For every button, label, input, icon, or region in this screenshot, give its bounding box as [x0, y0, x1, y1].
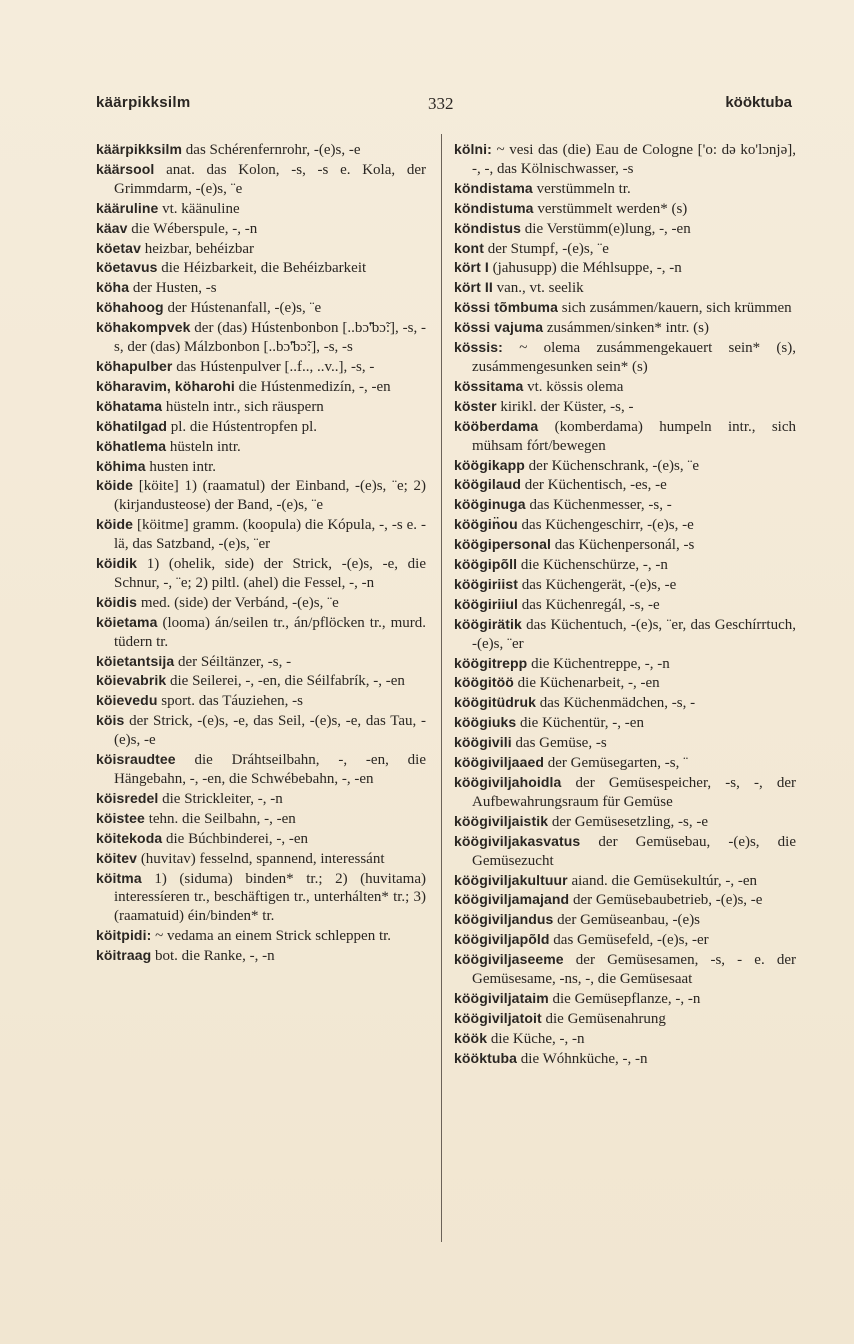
- entry-headword: köögiviljamajand: [454, 891, 570, 908]
- entry-definition: der Stumpf, -(e)s, ¨e: [483, 240, 609, 257]
- entry-headword: köögitöö: [454, 674, 514, 691]
- entry-headword: köögiviljakasvatus: [454, 832, 581, 849]
- entry-definition: sich zusámmen/kauern, sich krümmen: [558, 300, 792, 317]
- entry-definition: die Küchenschürze, -, -n: [517, 557, 668, 574]
- dictionary-entry: [96, 417, 426, 437]
- entry-headword: käärsool: [96, 160, 155, 177]
- entry-definition: ~ olema zusámmengekauert sein* (s), zusámmengesunken sein* (s): [472, 340, 796, 375]
- dictionary-entry: [454, 555, 796, 575]
- entry-definition: das Küchenregál, -s, -e: [518, 596, 660, 613]
- dictionary-entry: [96, 829, 426, 849]
- dictionary-entry: [96, 239, 426, 259]
- dictionary-entry: [96, 377, 426, 397]
- entry-headword: köitpidi:: [96, 927, 152, 944]
- entry-definition: (jahusupp) die Méhlsuppe, -, -n: [488, 260, 682, 277]
- entry-definition: zusámmen/sinken* intr. (s): [543, 320, 709, 337]
- entry-headword: köhapulber: [96, 357, 173, 374]
- dictionary-entry: [96, 652, 426, 672]
- left-column: [96, 140, 426, 966]
- dictionary-entry: [96, 476, 426, 515]
- column-divider: [441, 134, 442, 1242]
- entry-definition: sport. das Táuziehen, -s: [157, 693, 304, 710]
- dictionary-entry: [96, 593, 426, 613]
- entry-definition: (looma) án/seilen tr., án/pflöcken tr., murd. tüdern tr.: [114, 614, 426, 650]
- entry-headword: köögikapp: [454, 456, 525, 473]
- entry-headword: köhatama: [96, 397, 163, 414]
- dictionary-entry: [454, 258, 796, 278]
- page-header: [96, 94, 814, 116]
- entry-headword: kääruline: [96, 199, 159, 216]
- entry-headword: käärpikksilm: [96, 141, 183, 157]
- entry-definition: das Küchenmädchen, -s, -: [535, 695, 696, 712]
- entry-headword: köster: [454, 397, 497, 414]
- entry-headword: kööginuga: [454, 496, 526, 513]
- entry-definition: der Strick, -(e)s, -e, das Seil, -(e)s, -e, das Tau, -(e)s, -e: [114, 713, 426, 749]
- entry-headword: köetav: [96, 239, 141, 256]
- entry-headword: köögiviljatoit: [454, 1009, 542, 1026]
- entry-headword: köögiriist: [454, 575, 519, 592]
- dictionary-entry: [96, 278, 426, 298]
- entry-definition: die Küchentür, -, -en: [516, 715, 644, 732]
- entry-headword: köidik: [96, 555, 138, 572]
- entry-headword: kört I: [454, 259, 489, 276]
- entry-definition: der Küchenschrank, -(e)s, ¨e: [524, 457, 700, 474]
- entry-headword: köha: [96, 279, 130, 296]
- entry-definition: die Küchenarbeit, -, -en: [513, 675, 660, 692]
- entry-headword: kössitama: [454, 377, 524, 394]
- dictionary-entry: [454, 475, 796, 495]
- entry-definition: 1) (ohelik, side) der Strick, -(e)s, -e, die Schnur, -, ¨e; 2) piltl. (ahel) die Fessel, -, -n: [114, 556, 426, 591]
- entry-headword: köögiviljataim: [454, 989, 549, 1006]
- dictionary-entry: [454, 495, 796, 515]
- entry-definition: [köite] 1) (raamatul) der Einband, -(e)s, ¨e; 2) (kirjandusteose) der Band, -(e)s, ¨e: [114, 478, 426, 514]
- entry-headword: köis: [96, 712, 125, 729]
- dictionary-entry: [96, 789, 426, 809]
- entry-definition: hüsteln intr., sich räuspern: [162, 398, 324, 415]
- header-first-headword: käärpikksilm: [96, 94, 191, 111]
- entry-definition: der (das) Hústenbonbon [..bɔ̃'bɔ̃:], -s, -s, der (das) Málzbonbon [..bɔ̃'bɔ̃:], -s, -s: [114, 320, 426, 356]
- dictionary-entry: [96, 457, 426, 477]
- entry-definition: die Héizbarkeit, die Behéizbarkeit: [157, 260, 367, 277]
- dictionary-entry: [454, 950, 796, 989]
- entry-headword: köögiuks: [454, 714, 517, 731]
- dictionary-entry: [454, 812, 796, 832]
- dictionary-entry: [96, 691, 426, 711]
- entry-headword: köögitrepp: [454, 654, 528, 671]
- dictionary-entry: [454, 179, 796, 199]
- dictionary-entry: [454, 713, 796, 733]
- entry-definition: die Búchbinderei, -, -en: [162, 830, 309, 847]
- dictionary-entry: [454, 693, 796, 713]
- entry-headword: köögilaud: [454, 476, 522, 493]
- entry-headword: köhatlema: [96, 437, 167, 454]
- dictionary-entry: [96, 554, 426, 593]
- entry-headword: köitev: [96, 849, 138, 866]
- entry-definition: van., vt. seelik: [492, 280, 584, 297]
- entry-definition: vt. käänuline: [158, 200, 240, 217]
- entry-headword: kööktuba: [454, 1049, 518, 1066]
- entry-definition: die Gemüsepflanze, -, -n: [548, 990, 701, 1007]
- entry-headword: köhakompvek: [96, 319, 191, 336]
- dictionary-entry: [96, 711, 426, 750]
- dictionary-entry: [454, 890, 796, 910]
- entry-headword: köisredel: [96, 789, 159, 806]
- page-number: 332: [428, 94, 454, 113]
- dictionary-entry: [96, 357, 426, 377]
- entry-headword: köhima: [96, 457, 146, 474]
- entry-headword: köide: [96, 516, 134, 533]
- entry-definition: der Gemüsespeicher, -s, -, der Aufbewahrungsraum für Gemüse: [472, 775, 796, 810]
- entry-definition: anat. das Kolon, -s, -s e. Kola, der Grimmdarm, -(e)s, ¨e: [114, 161, 426, 197]
- entry-headword: köitekoda: [96, 829, 163, 846]
- entry-headword: köögiviljaaed: [454, 754, 544, 771]
- entry-headword: köhahoog: [96, 299, 164, 316]
- dictionary-entry: [96, 671, 426, 691]
- dictionary-entry: [454, 575, 796, 595]
- entry-headword: köievabrik: [96, 672, 167, 689]
- entry-definition: aiand. die Gemüsekultúr, -, -en: [567, 872, 758, 889]
- dictionary-entry: [96, 258, 426, 278]
- entry-definition: der Küchentisch, -es, -e: [521, 477, 667, 494]
- entry-headword: köitraag: [96, 947, 152, 964]
- entry-definition: (huvitav) fesselnd, spannend, interessánt: [137, 850, 385, 867]
- entry-definition: ~ vedama an einem Strick schleppen tr.: [151, 928, 392, 945]
- dictionary-entry: [96, 140, 426, 160]
- dictionary-entry: [96, 437, 426, 457]
- entry-definition: der Gemüseanbau, -(e)s: [553, 912, 701, 929]
- entry-definition: kirikl. der Küster, -s, -: [496, 398, 634, 415]
- dictionary-entry: [454, 199, 796, 219]
- entry-headword: köisraudtee: [96, 751, 176, 768]
- entry-definition: das Gemüse, -s: [511, 735, 607, 752]
- entry-definition: der Gemüsegarten, -s, ¨: [544, 755, 689, 772]
- entry-definition: die Wóhnküche, -, -n: [517, 1050, 648, 1067]
- dictionary-entry: [454, 219, 796, 239]
- dictionary-entry: [454, 456, 796, 476]
- entry-headword: köögiviljaistik: [454, 812, 549, 829]
- dictionary-entry: [96, 926, 426, 946]
- entry-definition: das Küchenpersonál, -s: [550, 537, 695, 554]
- entry-definition: das Hústenpulver [..f.., ..v..], -s, -: [172, 358, 375, 375]
- entry-headword: köök: [454, 1029, 488, 1046]
- dictionary-entry: [454, 1009, 796, 1029]
- entry-headword: köögirätik: [454, 615, 522, 632]
- entry-definition: vt. kössis olema: [523, 378, 624, 395]
- entry-headword: köögivili: [454, 734, 512, 751]
- entry-headword: köndistama: [454, 179, 533, 196]
- dictionary-entry: [454, 615, 796, 654]
- entry-headword: köetavus: [96, 259, 158, 276]
- entry-headword: köietama: [96, 613, 158, 630]
- dictionary-entry: [454, 673, 796, 693]
- entry-headword: köitma: [96, 869, 142, 886]
- entry-definition: med. (side) der Verbánd, -(e)s, ¨e: [137, 594, 339, 611]
- entry-definition: (komberdama) humpeln intr., sich mühsam fórt/bewegen: [472, 418, 796, 454]
- entry-headword: kööberdama: [454, 417, 539, 434]
- entry-definition: [köitme] gramm. (koopula) die Kópula, -, -s e. -lä, das Satzband, -(e)s, ¨er: [114, 517, 426, 553]
- entry-definition: die Küchentreppe, -, -n: [527, 655, 670, 672]
- header-last-headword: kööktuba: [725, 94, 792, 111]
- entry-headword: kölni:: [454, 141, 492, 157]
- entry-headword: köharavim, köharohi: [96, 377, 235, 394]
- dictionary-entry: [454, 753, 796, 773]
- entry-headword: köögin̈ou: [454, 516, 518, 533]
- entry-definition: die Gemüsenahrung: [541, 1010, 666, 1027]
- entry-headword: kössis:: [454, 339, 503, 356]
- entry-headword: köögiviljandus: [454, 911, 554, 928]
- entry-definition: der Gemüsebau, -(e)s, die Gemüsezucht: [472, 833, 796, 869]
- entry-definition: das Gemüsefeld, -(e)s, -er: [549, 932, 709, 949]
- entry-definition: das Küchengeschirr, -(e)s, -e: [517, 517, 694, 534]
- entry-definition: ~ vesi das (die) Eau de Cologne ['o: də ko'lɔnjə], -, -, das Kölnischwasser, -s: [472, 142, 796, 177]
- entry-headword: kont: [454, 239, 484, 256]
- dictionary-entry: [454, 930, 796, 950]
- entry-headword: köögiviljahoidla: [454, 774, 562, 790]
- entry-headword: köögiviljaseeme: [454, 951, 564, 968]
- entry-headword: köögipersonal: [454, 536, 551, 553]
- entry-definition: der Hústenanfall, -(e)s, ¨e: [163, 300, 322, 317]
- entry-headword: köögipõll: [454, 556, 518, 573]
- entry-headword: köietantsija: [96, 652, 175, 669]
- right-column: [454, 140, 796, 1069]
- dictionary-entry: [96, 849, 426, 869]
- entry-headword: köögitüdruk: [454, 694, 536, 711]
- entry-definition: der Husten, -s: [129, 280, 217, 297]
- dictionary-entry: [96, 397, 426, 417]
- entry-definition: das Küchentuch, -(e)s, ¨er, das Geschírrtuch, -(e)s, ¨er: [472, 616, 796, 652]
- dictionary-entry: [454, 417, 796, 456]
- entry-definition: das Schérenfernrohr, -(e)s, -e: [182, 142, 361, 158]
- dictionary-entry: [96, 809, 426, 829]
- entry-definition: der Gemüsebaubetrieb, -(e)s, -e: [569, 892, 763, 909]
- dictionary-entry: [96, 199, 426, 219]
- entry-definition: die Strickleiter, -, -n: [158, 790, 283, 807]
- dictionary-entry: [454, 654, 796, 674]
- dictionary-entry: [454, 338, 796, 377]
- entry-definition: die Seilerei, -, -en, die Séilfabrík, -, -en: [166, 673, 405, 690]
- entry-headword: köide: [96, 477, 134, 494]
- dictionary-entry: [454, 989, 796, 1009]
- dictionary-entry: [454, 298, 796, 318]
- entry-definition: heizbar, behéizbar: [140, 240, 255, 257]
- entry-headword: köhatilgad: [96, 417, 168, 434]
- entry-definition: husten intr.: [145, 458, 217, 475]
- entry-definition: die Küche, -, -n: [487, 1030, 585, 1047]
- dictionary-entry: [454, 871, 796, 891]
- dictionary-entry: [454, 140, 796, 179]
- dictionary-entry: [454, 318, 796, 338]
- entry-headword: köögiviljakultuur: [454, 871, 568, 888]
- entry-definition: der Gemüsesamen, -s, - e. der Gemüsesame, -ns, -, die Gemüsesaat: [472, 952, 796, 988]
- entry-definition: das Küchenmesser, -s, -: [525, 497, 672, 514]
- entry-definition: der Gemüsesetzling, -s, -e: [548, 813, 709, 830]
- entry-headword: kössi vajuma: [454, 319, 544, 336]
- dictionary-entry: [454, 773, 796, 812]
- entry-definition: bot. die Ranke, -, -n: [151, 948, 275, 965]
- dictionary-entry: [96, 946, 426, 966]
- dictionary-entry: [454, 377, 796, 397]
- entry-definition: verstümmeln tr.: [532, 180, 631, 197]
- entry-definition: die Dráhtseilbahn, -, -en, die Hängebahn, -, -en, die Schwébebahn, -, -en: [114, 752, 426, 787]
- entry-headword: köögiriiul: [454, 595, 518, 612]
- dictionary-entry: [96, 298, 426, 318]
- entry-definition: verstümmelt werden* (s): [533, 200, 688, 217]
- dictionary-entry: [96, 219, 426, 239]
- dictionary-entry: [454, 535, 796, 555]
- dictionary-entry: [454, 239, 796, 259]
- entry-definition: das Küchengerät, -(e)s, -e: [518, 576, 677, 593]
- dictionary-entry: [96, 613, 426, 652]
- entry-headword: köidis: [96, 593, 138, 610]
- dictionary-entry: [454, 595, 796, 615]
- entry-definition: hüsteln intr.: [166, 438, 241, 455]
- entry-definition: die Verstümm(e)lung, -, -en: [521, 220, 691, 237]
- dictionary-entry: [454, 733, 796, 753]
- dictionary-entry: [454, 515, 796, 535]
- dictionary-entry: [96, 515, 426, 554]
- entry-definition: tehn. die Seilbahn, -, -en: [144, 810, 296, 827]
- dictionary-entry: [96, 869, 426, 927]
- dictionary-entry: [454, 1029, 796, 1049]
- dictionary-entry: [454, 910, 796, 930]
- entry-definition: der Séiltänzer, -s, -: [174, 653, 292, 670]
- entry-headword: käav: [96, 219, 128, 236]
- dictionary-entry: [96, 318, 426, 357]
- dictionary-entry: [454, 278, 796, 298]
- entry-definition: pl. die Hústentropfen pl.: [167, 418, 317, 435]
- entry-headword: köistee: [96, 809, 145, 826]
- dictionary-entry: [454, 1049, 796, 1069]
- dictionary-entry: [454, 397, 796, 417]
- entry-headword: köievedu: [96, 692, 158, 709]
- entry-headword: köndistus: [454, 219, 522, 236]
- entry-headword: köögiviljapõld: [454, 931, 550, 948]
- dictionary-entry: [454, 832, 796, 871]
- entry-definition: die Wéberspule, -, -n: [127, 220, 258, 237]
- entry-definition: die Hústenmedizín, -, -en: [234, 378, 391, 395]
- entry-headword: kössi tõmbuma: [454, 299, 558, 316]
- dictionary-entry: [96, 160, 426, 199]
- entry-definition: 1) (siduma) binden* tr.; 2) (huvitama) interessíeren tr., beschäftigen tr., unterhálten* tr.; 3) (raamatuid) éin/binden* tr.: [114, 870, 426, 925]
- dictionary-entry: [96, 750, 426, 789]
- entry-headword: kört II: [454, 279, 493, 296]
- entry-headword: köndistuma: [454, 199, 534, 216]
